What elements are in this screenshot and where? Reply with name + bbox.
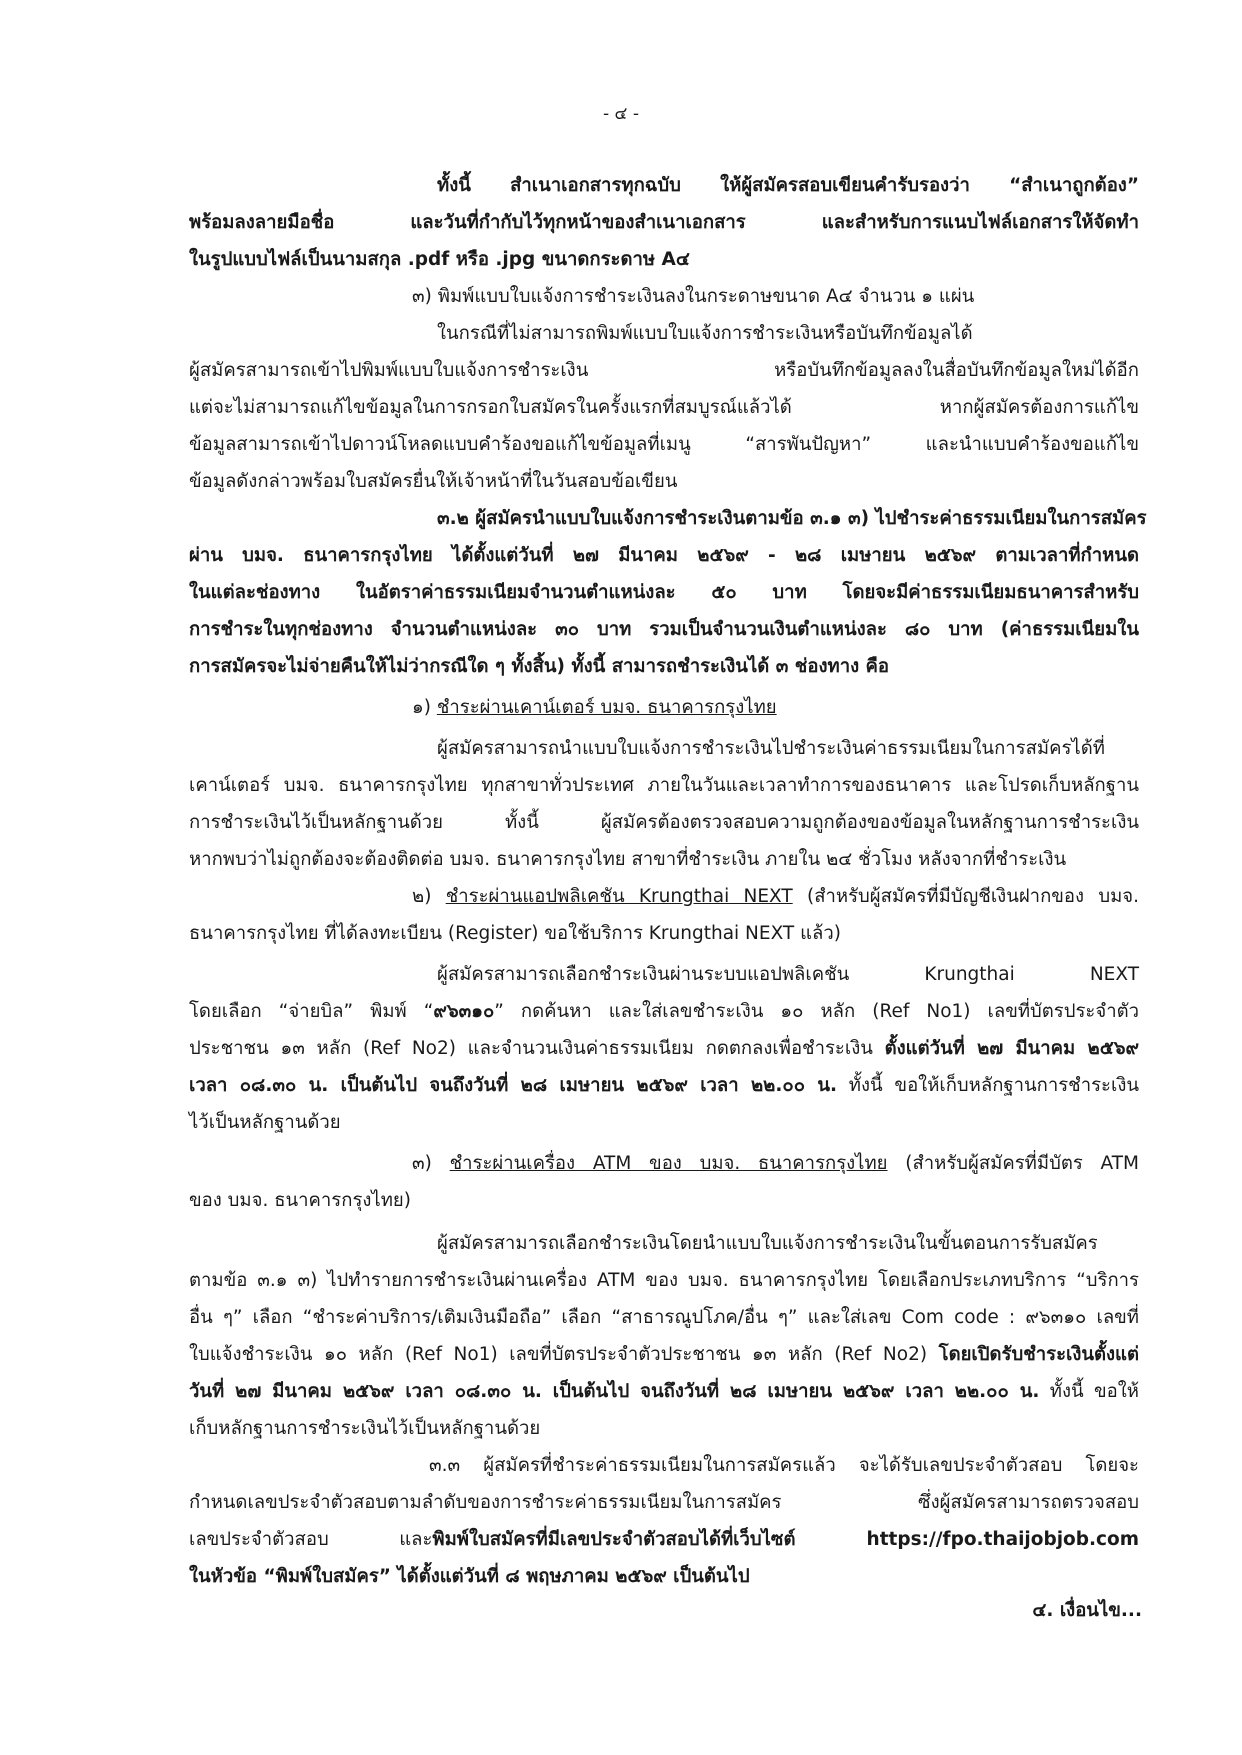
document-body xyxy=(189,167,1147,1595)
text-line: ผู้สมัครสามารถนำแบบใบแจ้งการชำระเงินไปชำระเงินค่าธรรมเนียมในการสมัครได้ที่ xyxy=(437,738,1105,759)
text-line: ๓.๒ ผู้สมัครนำแบบใบแจ้งการชำระเงินตามข้อ ๓.๑ ๓) ไปชำระค่าธรรมเนียมในการสมัคร xyxy=(437,508,1147,529)
channel-2-app xyxy=(189,878,1139,1141)
section-3-3-exam-id xyxy=(189,1447,1139,1595)
text-line: ในรูปแบบไฟล์เป็นนามสกุล .pdf หรือ .jpg ขนาดกระดาษ A๔ xyxy=(189,249,690,270)
text-line: การชำระในทุกช่องทาง จำนวนตำแหน่งละ ๓๐ บาท รวมเป็นจำนวนเงินตำแหน่งละ ๘๐ บาท (ค่าธรรมเนียมใน xyxy=(189,619,1139,640)
text-line: ตามข้อ ๓.๑ ๓) ไปทำรายการชำระเงินผ่านเครื่อง ATM ของ บมจ. ธนาคารกรุงไทย โดยเลือกประเภทบริการ “บริการ xyxy=(189,1270,1139,1291)
text-line: กำหนดเลขประจำตัวสอบตามลำดับของการชำระค่าธรรมเนียมในการสมัคร ซึ่งผู้สมัครสามารถตรวจสอบ xyxy=(189,1492,1139,1513)
text-line: เวลา ๐๘.๓๐ น. เป็นต้นไป จนถึงวันที่ ๒๘ เมษายน ๒๕๖๙ เวลา ๒๒.๐๐ น. ทั้งนี้ ขอให้เก็บหลักฐานการชำระเงิน xyxy=(189,1075,1139,1096)
text-line: ในหัวข้อ “พิมพ์ใบสมัคร” ได้ตั้งแต่วันที่ ๘ พฤษภาคม ๒๕๖๙ เป็นต้นไป xyxy=(189,1566,750,1587)
channel-3-atm xyxy=(189,1145,1139,1447)
channel-2-heading xyxy=(189,878,1139,915)
text-line: ๓.๓ ผู้สมัครที่ชำระค่าธรรมเนียมในการสมัครแล้ว จะได้รับเลขประจำตัวสอบ โดยจะ xyxy=(429,1455,1139,1476)
text-line: อื่น ๆ” เลือก “ชำระค่าบริการ/เติมเงินมือถือ” เลือก “สาธารณูปโภค/อื่น ๆ” และใส่เลข Com code : ๙๖๓๑๐ เลขที่ xyxy=(189,1307,1139,1328)
paragraph-reprint-info xyxy=(189,315,1139,500)
channel-1-title: ชำระผ่านเคาน์เตอร์ บมจ. ธนาคารกรุงไทย xyxy=(436,697,777,718)
text-line: ไว้เป็นหลักฐานด้วย xyxy=(189,1112,341,1133)
channel-1-counter xyxy=(189,689,1139,878)
text-line: แต่จะไม่สามารถแก้ไขข้อมูลในการกรอกใบสมัครในครั้งแรกที่สมบูรณ์แล้วได้ หากผู้สมัครต้องการแก้ไข xyxy=(189,397,1139,418)
text-line: ข้อมูลสามารถเข้าไปดาวน์โหลดแบบคำร้องขอแก้ไขข้อมูลที่เมนู “สารพันปัญหา” และนำแบบคำร้องขอแก้ไข xyxy=(189,434,1139,455)
item-print-payment-form xyxy=(189,278,1139,315)
channel-number: ๒) xyxy=(412,886,446,907)
text-line: ของ บมจ. ธนาคารกรุงไทย) xyxy=(189,1190,411,1211)
text-line: ผู้สมัครสามารถเลือกชำระเงินโดยนำแบบใบแจ้งการชำระเงินในขั้นตอนการรับสมัคร xyxy=(437,1233,1098,1254)
website-link-text: พิมพ์ใบสมัครที่มีเลขประจำตัวสอบได้ที่เว็บไซต์ https://fpo.thaijobjob.com xyxy=(432,1529,1139,1550)
channel-number: ๑) xyxy=(412,697,437,718)
text-line: เก็บหลักฐานการชำระเงินไว้เป็นหลักฐานด้วย xyxy=(189,1418,541,1439)
text-line: วันที่ ๒๗ มีนาคม ๒๕๖๙ เวลา ๐๘.๓๐ น. เป็นต้นไป จนถึงวันที่ ๒๘ เมษายน ๒๕๖๙ เวลา ๒๒.๐๐ น. ทั้งนี้ ขอให้ xyxy=(189,1381,1139,1402)
text-line: ข้อมูลดังกล่าวพร้อมใบสมัครยื่นให้เจ้าหน้าที่ในวันสอบข้อเขียน xyxy=(189,471,678,492)
text-line: เคาน์เตอร์ บมจ. ธนาคารกรุงไทย ทุกสาขาทั่วประเทศ ภายในวันและเวลาทำการของธนาคาร และโปรดเก็บหลักฐาน xyxy=(189,775,1139,796)
section-3-2-fee-payment xyxy=(189,500,1147,685)
text-line: เลขประจำตัวสอบ และพิมพ์ใบสมัครที่มีเลขประจำตัวสอบได้ที่เว็บไซต์ https://fpo.thaijobjob.com xyxy=(189,1529,1139,1550)
text-line: ธนาคารกรุงไทย ที่ได้ลงทะเบียน (Register) ขอใช้บริการ Krungthai NEXT แล้ว) xyxy=(189,923,841,944)
text-line: ประชาชน ๑๓ หลัก (Ref No2) และจำนวนเงินค่าธรรมเนียม กดตกลงเพื่อชำระเงิน ตั้งแต่วันที่ ๒๗ มีนาคม ๒๕๖๙ xyxy=(189,1038,1139,1059)
text-line: หากพบว่าไม่ถูกต้องจะต้องติดต่อ บมจ. ธนาคารกรุงไทย สาขาที่ชำระเงิน ภายใน ๒๔ ชั่วโมง หลังจากที่ชำระเงิน xyxy=(189,849,1067,870)
channel-2-title: ชำระผ่านแอปพลิเคชัน Krungthai NEXT xyxy=(445,886,793,907)
biller-code: ๙๖๓๑๐ xyxy=(433,1001,495,1022)
channel-2-note: (สำหรับผู้สมัครที่มีบัญชีเงินฝากของ บมจ. xyxy=(792,886,1139,907)
paragraph-copy-certification xyxy=(189,167,1139,278)
text-line: การสมัครจะไม่จ่ายคืนให้ไม่ว่ากรณีใด ๆ ทั้งสิ้น) ทั้งนี้ สามารถชำระเงินได้ ๓ ช่องทาง คือ xyxy=(189,656,890,677)
text-line: พร้อมลงลายมือชื่อ และวันที่กำกับไว้ทุกหน้าของสำเนาเอกสาร และสำหรับการแนบไฟล์เอกสารให้จัดทำ xyxy=(189,212,1139,233)
text-line: ผ่าน บมจ. ธนาคารกรุงไทย ได้ตั้งแต่วันที่ ๒๗ มีนาคม ๒๕๖๙ - ๒๘ เมษายน ๒๕๖๙ ตามเวลาที่กำหนด xyxy=(189,545,1139,566)
text-line: ใบแจ้งชำระเงิน ๑๐ หลัก (Ref No1) เลขที่บัตรประจำตัวประชาชน ๑๓ หลัก (Ref No2) โดยเปิดรับชำระเงินตั้งแต่ xyxy=(189,1344,1139,1365)
text-line: ๓) พิมพ์แบบใบแจ้งการชำระเงินลงในกระดาษขนาด A๔ จำนวน ๑ แผ่น xyxy=(412,286,975,307)
text-line: ผู้สมัครสามารถเข้าไปพิมพ์แบบใบแจ้งการชำระเงิน หรือบันทึกข้อมูลลงในสื่อบันทึกข้อมูลใหม่ได้อีก xyxy=(189,360,1139,381)
channel-number: ๓) xyxy=(412,1153,450,1174)
next-section-continuation: ๔. เงื่อนไข... xyxy=(1032,1600,1142,1621)
page-number: - ๔ - xyxy=(603,104,639,124)
text-line: ทั้งนี้ สำเนาเอกสารทุกฉบับ ให้ผู้สมัครสอบเขียนคำรับรองว่า “สำเนาถูกต้อง” xyxy=(437,175,1139,196)
text-line: การชำระเงินไว้เป็นหลักฐานด้วย ทั้งนี้ ผู้สมัครต้องตรวจสอบความถูกต้องของข้อมูลในหลักฐานการชำระเงิน xyxy=(189,812,1139,833)
channel-3-note: (สำหรับผู้สมัครที่มีบัตร ATM xyxy=(887,1153,1139,1174)
text-line: ในกรณีที่ไม่สามารถพิมพ์แบบใบแจ้งการชำระเงินหรือบันทึกข้อมูลได้ xyxy=(437,323,973,344)
text-line: โดยเลือก “จ่ายบิล” พิมพ์ “๙๖๓๑๐” กดค้นหา และใส่เลขชำระเงิน ๑๐ หลัก (Ref No1) เลขที่บัตรประจำตัว xyxy=(189,1001,1139,1022)
channel-3-heading xyxy=(189,1145,1139,1182)
text-line: ผู้สมัครสามารถเลือกชำระเงินผ่านระบบแอปพลิเคชัน Krungthai NEXT xyxy=(437,964,1139,985)
channel-3-title: ชำระผ่านเครื่อง ATM ของ บมจ. ธนาคารกรุงไทย xyxy=(449,1153,888,1174)
text-line: ในแต่ละช่องทาง ในอัตราค่าธรรมเนียมจำนวนตำแหน่งละ ๕๐ บาท โดยจะมีค่าธรรมเนียมธนาคารสำหรับ xyxy=(189,582,1139,603)
channel-1-heading xyxy=(189,689,1139,726)
